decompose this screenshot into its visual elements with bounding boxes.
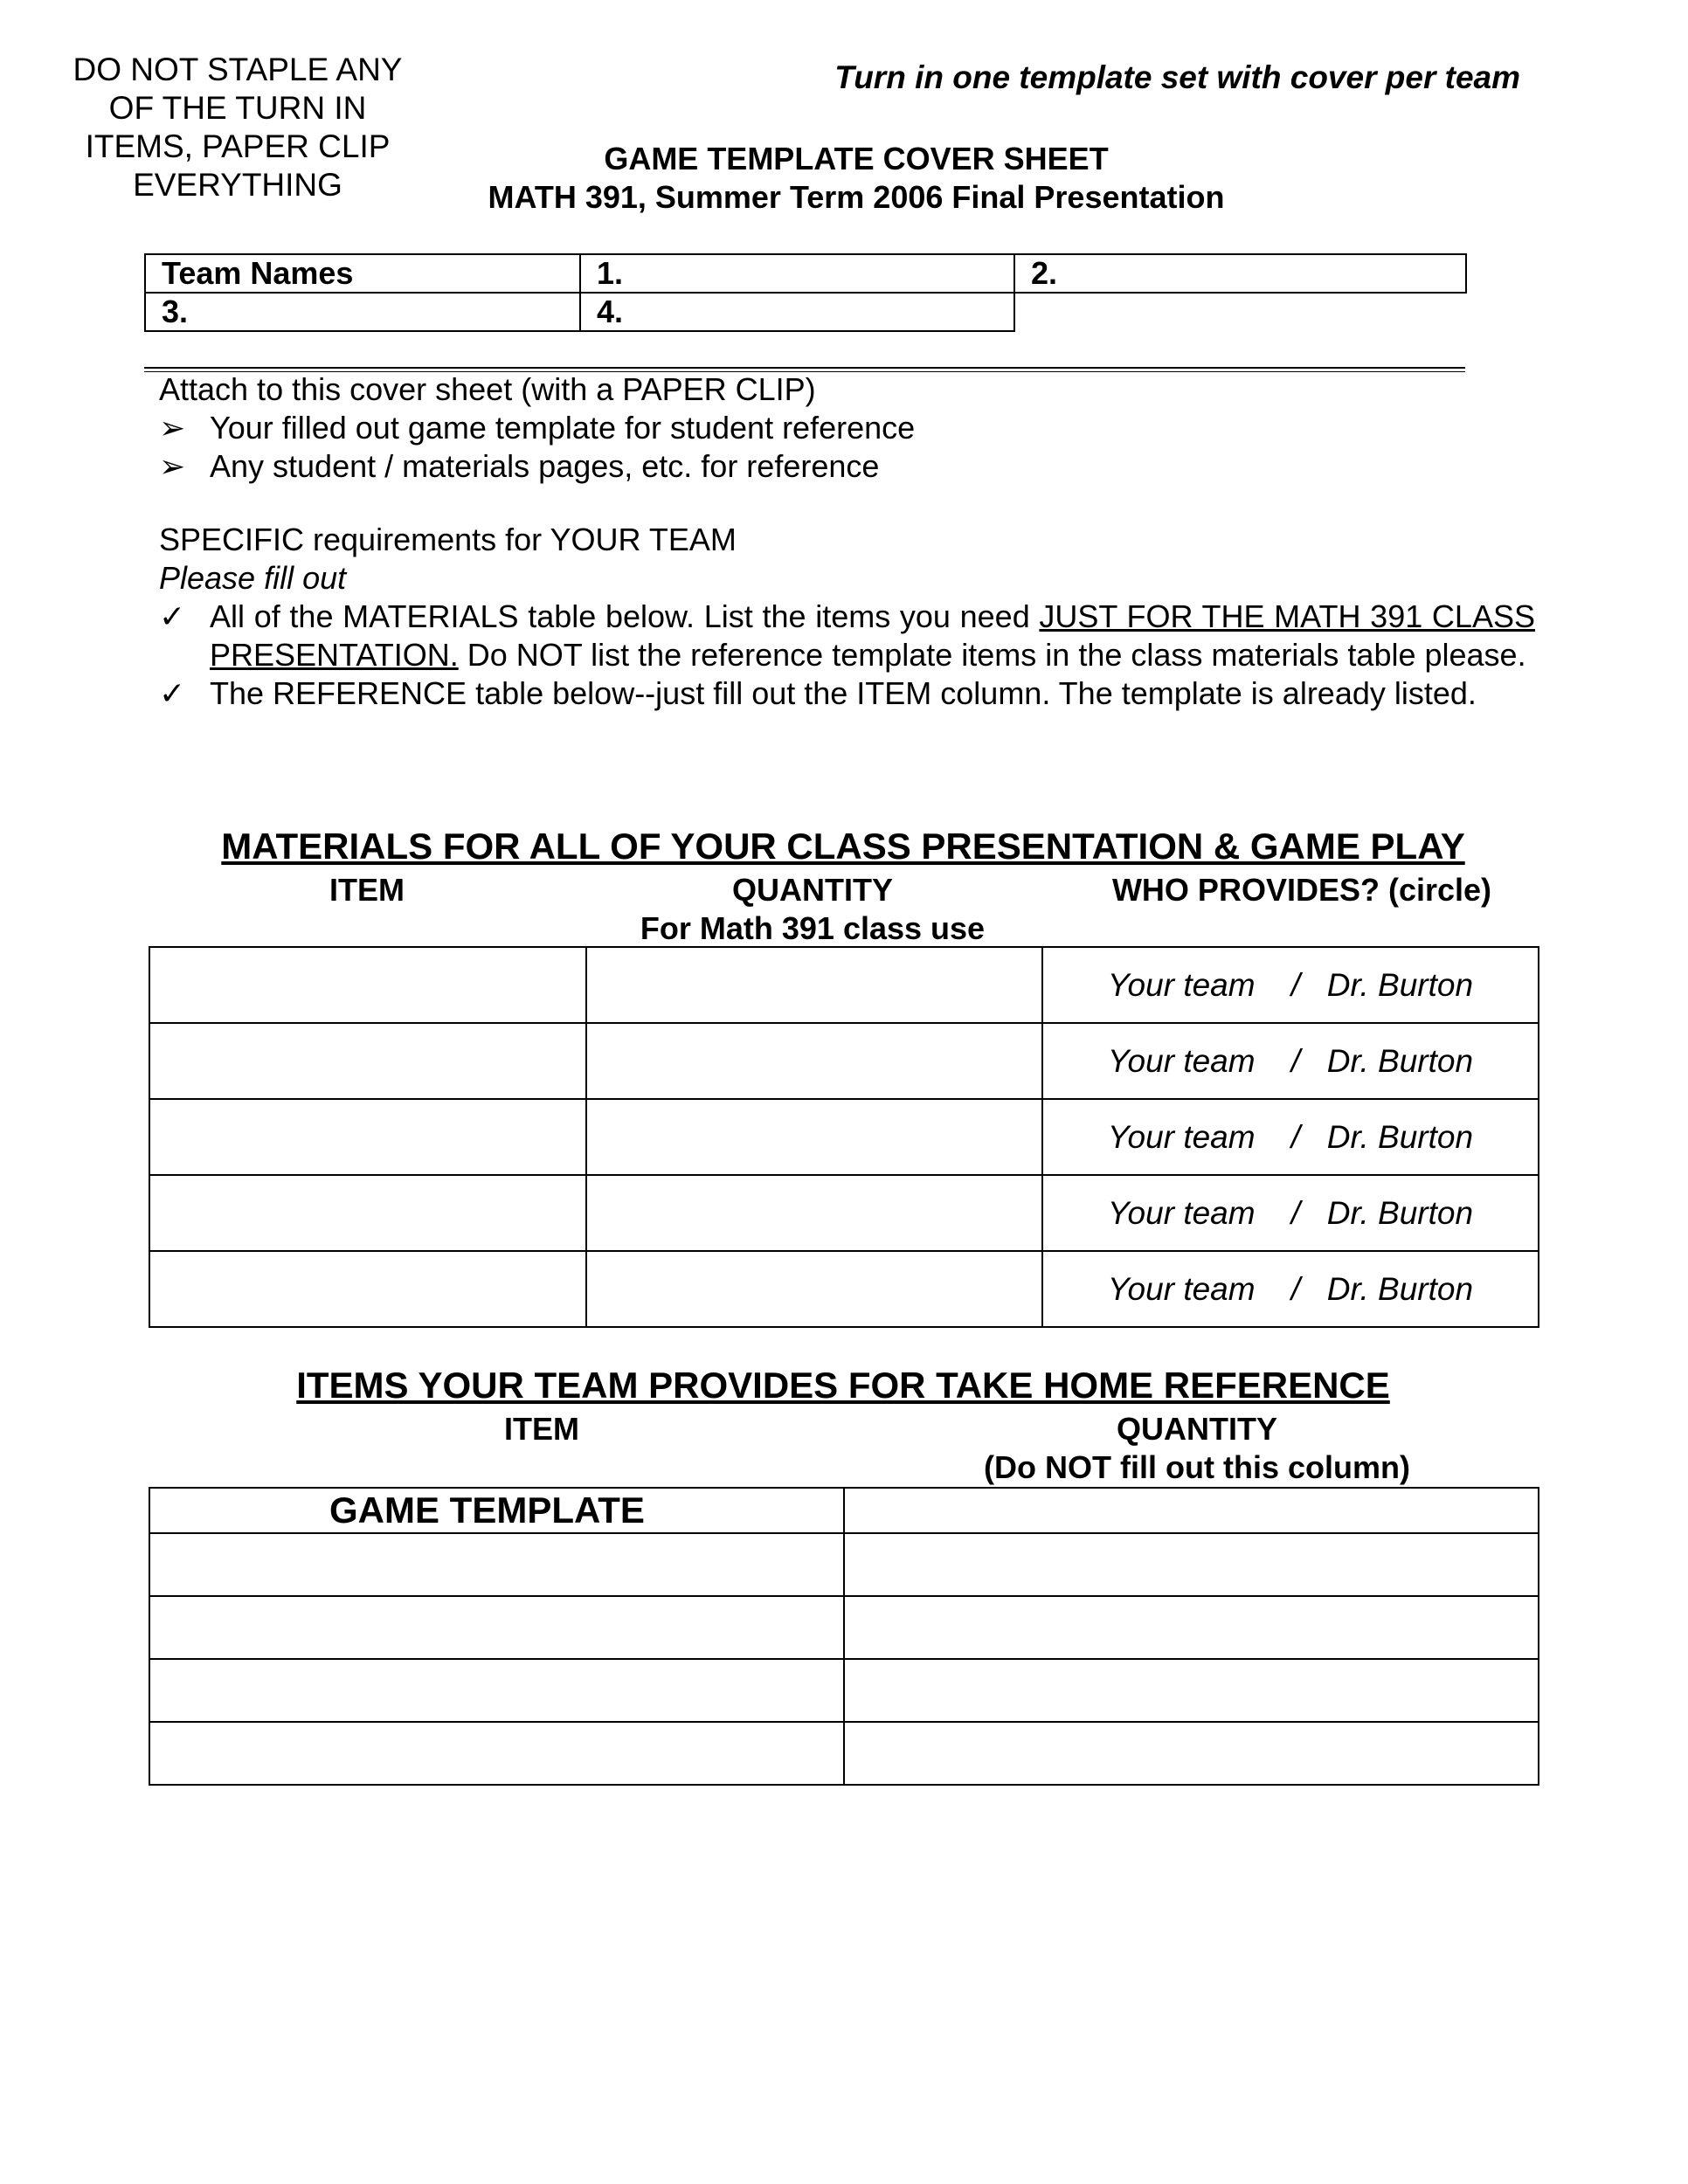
quantity-input-cell[interactable] (586, 1099, 1042, 1175)
attach-section (159, 370, 1522, 486)
team-member-field-3[interactable]: 3. (145, 293, 580, 331)
materials-who-provides-header: WHO PROVIDES? (circle) (1111, 872, 1492, 908)
item-input-cell[interactable] (149, 1659, 844, 1722)
table-row (149, 1533, 1539, 1596)
requirement-item-text: All of the MATERIALS table below. List the items you need JUST FOR THE MATH 391 CLASS PRESENTATION. Do NOT list the reference template items in the class materials table please. (210, 598, 1535, 673)
requirements-subheading: Please fill out (159, 560, 347, 596)
requirements-section (159, 521, 1535, 713)
team-names-label: Team Names (145, 254, 580, 293)
item-input-cell[interactable] (149, 1722, 844, 1785)
reference-item-header: ITEM (504, 1411, 579, 1447)
attach-item-text: Your filled out game template for student reference (210, 410, 916, 446)
cover-sheet-title (437, 140, 1276, 217)
quantity-cell (844, 1596, 1539, 1659)
divider-line (144, 367, 1465, 369)
who-provides-choice[interactable]: Your team / Dr. Burton (1042, 1099, 1539, 1175)
reference-quantity-header: QUANTITY (Do NOT fill out this column) (984, 1411, 1410, 1485)
requirement-item (159, 674, 1535, 713)
cover-title-line1: GAME TEMPLATE COVER SHEET (604, 141, 1109, 176)
team-names-table (144, 253, 1467, 332)
team-member-field-4[interactable]: 4. (580, 293, 1014, 331)
table-row (149, 1023, 1539, 1099)
quantity-input-cell[interactable] (586, 947, 1042, 1023)
requirements-heading: SPECIFIC requirements for YOUR TEAM (159, 522, 737, 557)
table-row (149, 947, 1539, 1023)
attach-heading: Attach to this cover sheet (with a PAPER CLIP) (159, 371, 816, 407)
quantity-cell (844, 1659, 1539, 1722)
reference-table (149, 1487, 1539, 1786)
item-input-cell[interactable] (149, 1596, 844, 1659)
table-row (149, 1099, 1539, 1175)
quantity-input-cell[interactable] (586, 1175, 1042, 1251)
materials-table (149, 946, 1539, 1328)
game-template-item: GAME TEMPLATE (149, 1488, 844, 1533)
requirement-item-text: The REFERENCE table below--just fill out the ITEM column. The template is already listed. (210, 675, 1477, 711)
who-provides-choice[interactable]: Your team / Dr. Burton (1042, 947, 1539, 1023)
no-staple-notice: DO NOT STAPLE ANY OF THE TURN IN ITEMS, PAPER CLIP EVERYTHING (73, 52, 403, 203)
quantity-cell (844, 1722, 1539, 1785)
item-input-cell[interactable] (149, 1023, 586, 1099)
item-input-cell[interactable] (149, 1099, 586, 1175)
quantity-cell (844, 1533, 1539, 1596)
table-row (149, 1251, 1539, 1327)
cover-title-line2: MATH 391, Summer Term 2006 Final Presentation (488, 179, 1225, 215)
who-provides-choice[interactable]: Your team / Dr. Burton (1042, 1023, 1539, 1099)
arrow-bullet-icon: ➢ (159, 410, 186, 446)
quantity-input-cell[interactable] (586, 1251, 1042, 1327)
table-row (149, 1488, 1539, 1533)
empty-cell (1014, 293, 1466, 331)
team-member-field-1[interactable]: 1. (580, 254, 1014, 293)
materials-quantity-header: QUANTITY For Math 391 class use (640, 872, 986, 946)
arrow-bullet-icon: ➢ (159, 448, 186, 484)
turn-in-instruction: Turn in one template set with cover per team (834, 59, 1520, 95)
attach-item-text: Any student / materials pages, etc. for reference (210, 448, 880, 484)
item-input-cell[interactable] (149, 947, 586, 1023)
item-input-cell[interactable] (149, 1533, 844, 1596)
team-member-field-2[interactable]: 2. (1014, 254, 1466, 293)
quantity-cell (844, 1488, 1539, 1533)
check-mark-icon: ✓ (159, 598, 186, 634)
attach-item (159, 409, 1522, 447)
table-row (149, 1175, 1539, 1251)
check-mark-icon: ✓ (159, 675, 186, 711)
table-row (149, 1659, 1539, 1722)
attach-item (159, 447, 1522, 486)
materials-table-title: MATERIALS FOR ALL OF YOUR CLASS PRESENTATION & GAME PLAY (221, 826, 1465, 867)
quantity-input-cell[interactable] (586, 1023, 1042, 1099)
item-input-cell[interactable] (149, 1251, 586, 1327)
materials-item-header: ITEM (329, 872, 405, 908)
reference-table-title: ITEMS YOUR TEAM PROVIDES FOR TAKE HOME REFERENCE (296, 1365, 1390, 1406)
table-row (149, 1722, 1539, 1785)
item-input-cell[interactable] (149, 1175, 586, 1251)
table-row (149, 1596, 1539, 1659)
requirement-item (159, 598, 1535, 674)
who-provides-choice[interactable]: Your team / Dr. Burton (1042, 1175, 1539, 1251)
who-provides-choice[interactable]: Your team / Dr. Burton (1042, 1251, 1539, 1327)
